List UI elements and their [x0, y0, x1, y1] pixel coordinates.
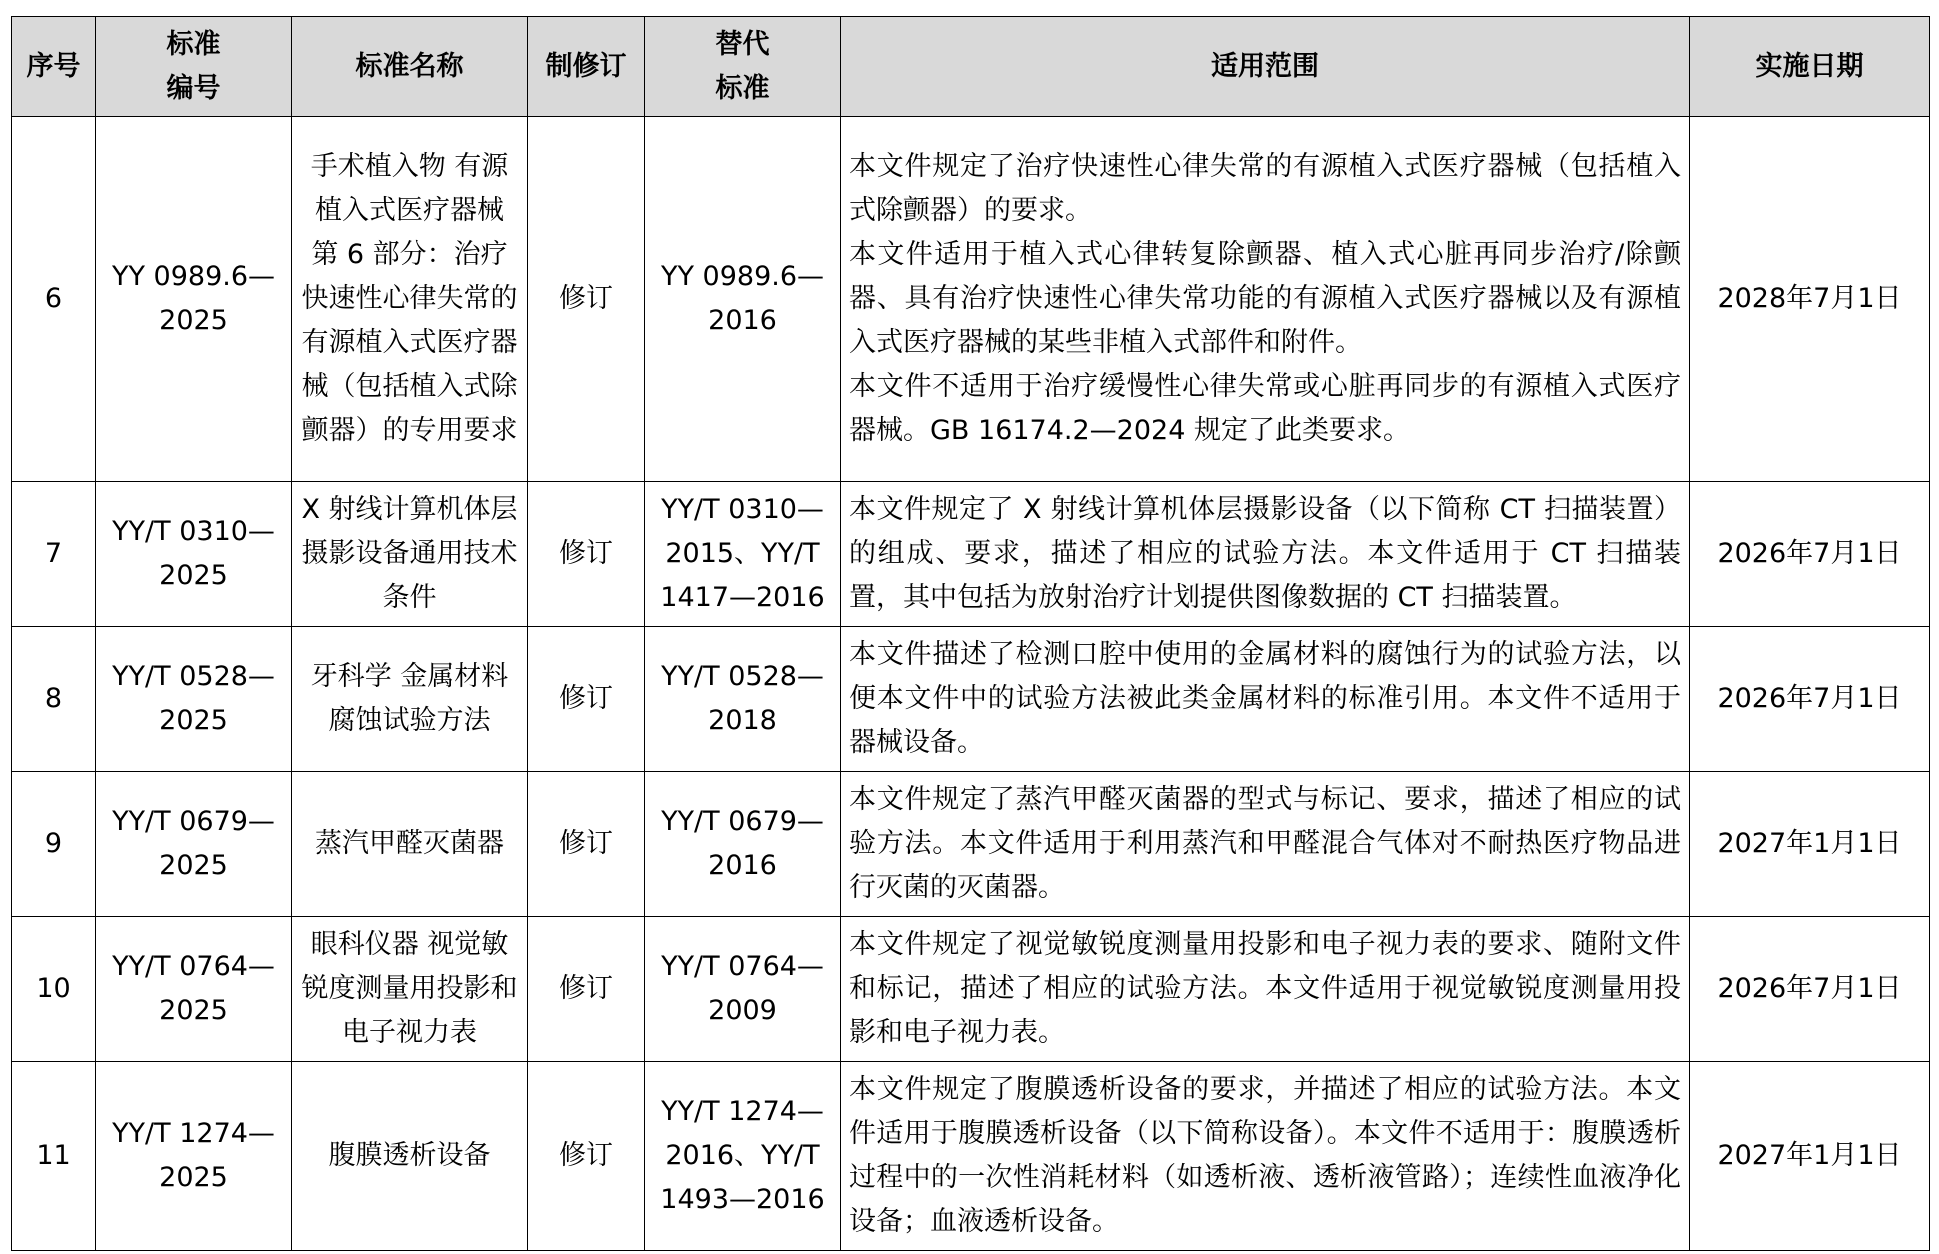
table-row: [12, 627, 1930, 772]
scope-paragraph: 本文件适用于植入式心律转复除颤器、植入式心脏再同步治疗/除颤器、具有治疗快速性心律失常功能的有源植入式医疗器械以及有源植入式医疗器械的某些非植入式部件和附件。: [849, 239, 1681, 358]
cell-replaced: YY/T 0764—2009: [645, 917, 841, 1062]
scope-paragraph: 本文件规定了腹膜透析设备的要求，并描述了相应的试验方法。本文件适用于腹膜透析设备（以下简称设备）。本文件不适用于：腹膜透析过程中的一次性消耗材料（如透析液、透析液管路）；连续性血液净化设备；血液透析设备。: [849, 1074, 1681, 1237]
table-header: [12, 17, 1930, 117]
cell-type: 修订: [528, 772, 645, 917]
table-body: [12, 117, 1930, 1251]
cell-seq: 7: [12, 482, 96, 627]
cell-type: 修订: [528, 627, 645, 772]
table-row: [12, 117, 1930, 482]
cell-code: YY/T 0310—2025: [96, 482, 292, 627]
scope-paragraph: 本文件规定了蒸汽甲醛灭菌器的型式与标记、要求，描述了相应的试验方法。本文件适用于利用蒸汽和甲醛混合气体对不耐热医疗物品进行灭菌的灭菌器。: [849, 784, 1681, 903]
cell-replaced: YY 0989.6—2016: [645, 117, 841, 482]
standards-table: [11, 16, 1930, 1251]
cell-code: YY 0989.6—2025: [96, 117, 292, 482]
header-date: 实施日期: [1690, 17, 1930, 117]
header-row: [12, 17, 1930, 117]
cell-name: 眼科仪器 视觉敏锐度测量用投影和电子视力表: [292, 917, 528, 1062]
scope-paragraph: 本文件不适用于治疗缓慢性心律失常或心脏再同步的有源植入式医疗器械。GB 16174.2—2024 规定了此类要求。: [849, 371, 1681, 446]
scope-paragraph: 本文件规定了 X 射线计算机体层摄影设备（以下简称 CT 扫描装置）的组成、要求，描述了相应的试验方法。本文件适用于 CT 扫描装置，其中包括为放射治疗计划提供图像数据的 CT 扫描装置。: [849, 494, 1681, 613]
cell-date: 2027年1月1日: [1690, 1062, 1930, 1251]
header-type: 制修订: [528, 17, 645, 117]
cell-seq: 9: [12, 772, 96, 917]
cell-date: 2026年7月1日: [1690, 482, 1930, 627]
cell-type: 修订: [528, 482, 645, 627]
cell-scope: [841, 917, 1690, 1062]
cell-type: 修订: [528, 1062, 645, 1251]
cell-replaced: YY/T 0310—2015、YY/T 1417—2016: [645, 482, 841, 627]
header-name: 标准名称: [292, 17, 528, 117]
table-row: [12, 482, 1930, 627]
table-row: [12, 772, 1930, 917]
cell-date: 2028年7月1日: [1690, 117, 1930, 482]
cell-date: 2026年7月1日: [1690, 917, 1930, 1062]
cell-seq: 10: [12, 917, 96, 1062]
table-row: [12, 917, 1930, 1062]
header-replaced: 替代 标准: [645, 17, 841, 117]
table-row: [12, 1062, 1930, 1251]
cell-seq: 11: [12, 1062, 96, 1251]
cell-replaced: YY/T 1274—2016、YY/T 1493—2016: [645, 1062, 841, 1251]
cell-scope: [841, 772, 1690, 917]
cell-code: YY/T 1274—2025: [96, 1062, 292, 1251]
cell-name: 腹膜透析设备: [292, 1062, 528, 1251]
cell-seq: 8: [12, 627, 96, 772]
cell-code: YY/T 0764—2025: [96, 917, 292, 1062]
cell-type: 修订: [528, 917, 645, 1062]
cell-name: 牙科学 金属材料腐蚀试验方法: [292, 627, 528, 772]
scope-paragraph: 本文件规定了治疗快速性心律失常的有源植入式医疗器械（包括植入式除颤器）的要求。: [849, 151, 1681, 226]
cell-code: YY/T 0679—2025: [96, 772, 292, 917]
cell-name: 手术植入物 有源植入式医疗器械 第 6 部分：治疗快速性心律失常的有源植入式医疗器械（包括植入式除颤器）的专用要求: [292, 117, 528, 482]
header-seq: 序号: [12, 17, 96, 117]
cell-scope: [841, 117, 1690, 482]
cell-scope: [841, 627, 1690, 772]
cell-replaced: YY/T 0528—2018: [645, 627, 841, 772]
cell-seq: 6: [12, 117, 96, 482]
header-scope: 适用范围: [841, 17, 1690, 117]
cell-type: 修订: [528, 117, 645, 482]
scope-paragraph: 本文件规定了视觉敏锐度测量用投影和电子视力表的要求、随附文件和标记，描述了相应的试验方法。本文件适用于视觉敏锐度测量用投影和电子视力表。: [849, 929, 1681, 1048]
cell-name: X 射线计算机体层摄影设备通用技术条件: [292, 482, 528, 627]
cell-scope: [841, 482, 1690, 627]
scope-paragraph: 本文件描述了检测口腔中使用的金属材料的腐蚀行为的试验方法，以便本文件中的试验方法被此类金属材料的标准引用。本文件不适用于器械设备。: [849, 639, 1681, 758]
cell-name: 蒸汽甲醛灭菌器: [292, 772, 528, 917]
header-code: 标准 编号: [96, 17, 292, 117]
cell-replaced: YY/T 0679—2016: [645, 772, 841, 917]
cell-date: 2027年1月1日: [1690, 772, 1930, 917]
cell-scope: [841, 1062, 1690, 1251]
cell-code: YY/T 0528—2025: [96, 627, 292, 772]
cell-date: 2026年7月1日: [1690, 627, 1930, 772]
